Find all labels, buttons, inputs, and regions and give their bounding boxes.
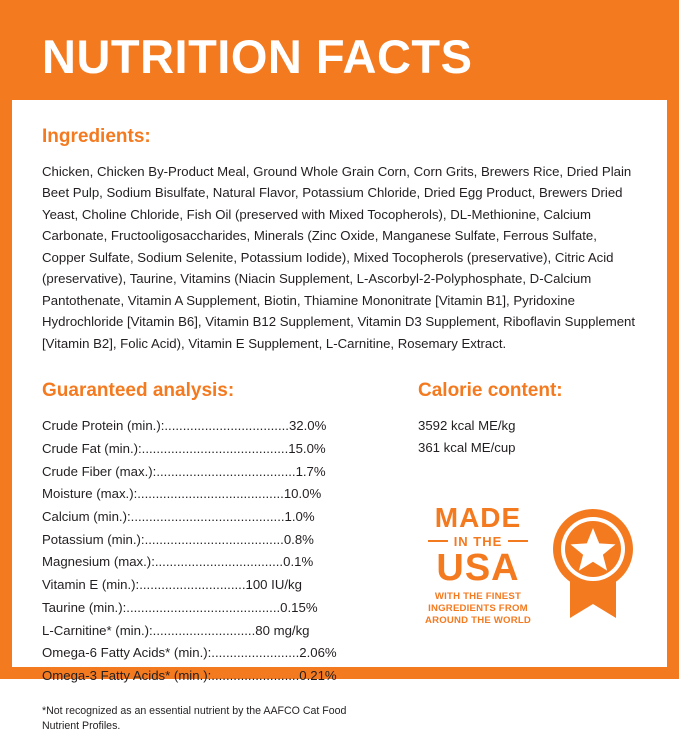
lower-columns [42, 380, 637, 734]
page-title: NUTRITION FACTS [42, 29, 473, 83]
guaranteed-analysis-section [42, 380, 414, 734]
ga-nutrient-name: Crude Fiber (max.): [42, 463, 157, 479]
ga-row [42, 506, 414, 529]
guaranteed-analysis-list [42, 415, 414, 687]
made-in-usa-in-the-label: IN THE [453, 533, 503, 549]
ga-nutrient-name: Calcium (min.): [42, 509, 131, 525]
ga-row [42, 551, 414, 574]
ga-nutrient-name: L-Carnitine* (min.): [42, 622, 153, 638]
ga-nutrient-name: Potassium (min.): [42, 531, 145, 547]
rule-right [508, 540, 528, 542]
guaranteed-analysis-footnote: *Not recognized as an essential nutrient by the AAFCO Cat Food Nutrient Profiles. [42, 704, 347, 733]
calorie-content-lines [418, 415, 637, 458]
star-ribbon-icon [550, 506, 636, 627]
ga-nutrient-name: Vitamin E (min.): [42, 577, 140, 593]
ga-row [42, 574, 414, 597]
ga-row [42, 665, 414, 688]
made-in-usa-sub-line-1: WITH THE FINEST [434, 591, 522, 603]
calorie-content-section [414, 380, 637, 734]
ingredients-text: Chicken, Chicken By-Product Meal, Ground Whole Grain Corn, Corn Grits, Brewers Rice, Dried Plain Beet Pulp, Sodium Bisulfate, Natural Flavor, Potassium Chloride, Dried Egg Product, Brewers Dried Yeast, Choline Chloride, Fish Oil (preserved with Mixed Tocopherols), DL-Methionine, Calcium Carbonate, Fructooligosaccharides, Minerals (Zinc Oxide, Manganese Sulfate, Ferrous Sulfate, Copper Sulfate, Sodium Selenite, Potassium Iodide), Mixed Tocopherols (preservative), Citric Acid (preservative), Taurine, Vitamins (Niacin Supplement, L-Ascorbyl-2-Polyphosphate, D-Calcium Pantothenate, Vitamin A Supplement, Biotin, Thiamine Mononitrate [Vitamin B1], Pyridoxine Hydrochloride [Vitamin B6], Vitamin B12 Supplement, Vitamin D3 Supplement, Riboflavin Supplement [Vitamin B2], Folic Acid), Vitamin E Supplement, L-Carnitine, Rosemary Extract. [42, 163, 636, 351]
ga-nutrient-name: Moisture (max.): [42, 486, 138, 502]
ga-nutrient-value: 80 mg/kg [255, 622, 310, 638]
ga-nutrient-name: Omega-6 Fatty Acids* (min.): [42, 645, 212, 661]
ingredients-section [42, 126, 637, 354]
ga-nutrient-value: 100 IU/kg [245, 577, 302, 593]
ga-nutrient-value: 1.0% [284, 509, 315, 525]
ga-dot-leader: .......................................... [130, 509, 285, 525]
ga-row [42, 529, 414, 552]
label-content [12, 100, 667, 733]
ga-dot-leader: .......................................... [126, 599, 281, 615]
ga-row [42, 415, 414, 438]
calorie-line: 361 kcal ME/cup [418, 439, 516, 455]
ga-row [42, 483, 414, 506]
made-in-usa-sub-line-2: INGREDIENTS FROM [428, 603, 528, 615]
ga-nutrient-name: Crude Fat (min.): [42, 440, 142, 456]
rule-left [428, 540, 448, 542]
made-in-usa-made: MADE [434, 501, 522, 533]
ga-dot-leader: ............................ [152, 622, 256, 638]
ga-dot-leader: ........................ [211, 667, 300, 683]
ga-dot-leader: ...................................... [156, 463, 296, 479]
ga-nutrient-value: 0.8% [283, 531, 314, 547]
ga-nutrient-name: Magnesium (max.): [42, 554, 155, 570]
header-band [12, 12, 667, 100]
ga-row [42, 597, 414, 620]
ga-dot-leader: ........................................ [137, 486, 284, 502]
ga-nutrient-name: Crude Protein (min.): [42, 418, 165, 434]
made-in-usa-usa: USA [436, 546, 520, 589]
ga-row [42, 642, 414, 665]
ga-nutrient-value: 2.06% [299, 645, 337, 661]
ga-row [42, 461, 414, 484]
ga-row [42, 438, 414, 461]
ga-nutrient-value: 32.0% [288, 418, 327, 434]
ga-nutrient-name: Omega-3 Fatty Acids* (min.): [42, 667, 212, 683]
ga-nutrient-value: 0.21% [299, 667, 337, 683]
made-in-usa-text [418, 501, 538, 627]
ingredients-heading: Ingredients: [42, 126, 151, 147]
ga-dot-leader: .................................. [164, 418, 289, 434]
ga-dot-leader: ........................................ [141, 440, 289, 456]
ga-nutrient-value: 0.15% [280, 599, 318, 615]
ga-nutrient-value: 1.7% [295, 463, 326, 479]
ga-nutrient-value: 15.0% [288, 440, 326, 456]
made-in-usa-subtext [418, 591, 538, 627]
made-in-usa-badge [418, 501, 637, 627]
ga-dot-leader: ........................ [211, 645, 300, 661]
ga-nutrient-value: 10.0% [283, 486, 322, 502]
ga-nutrient-value: 0.1% [283, 554, 314, 570]
made-in-usa-sub-line-3: AROUND THE WORLD [424, 615, 532, 627]
ga-row [42, 620, 414, 643]
guaranteed-analysis-heading: Guaranteed analysis: [42, 380, 235, 402]
calorie-content-heading: Calorie content: [418, 380, 563, 402]
ga-dot-leader: ...................................... [144, 531, 284, 547]
ga-nutrient-name: Taurine (min.): [42, 599, 127, 615]
ga-dot-leader: ............................. [139, 577, 246, 593]
ga-dot-leader: ................................... [154, 554, 284, 570]
calorie-line: 3592 kcal ME/kg [418, 418, 516, 434]
